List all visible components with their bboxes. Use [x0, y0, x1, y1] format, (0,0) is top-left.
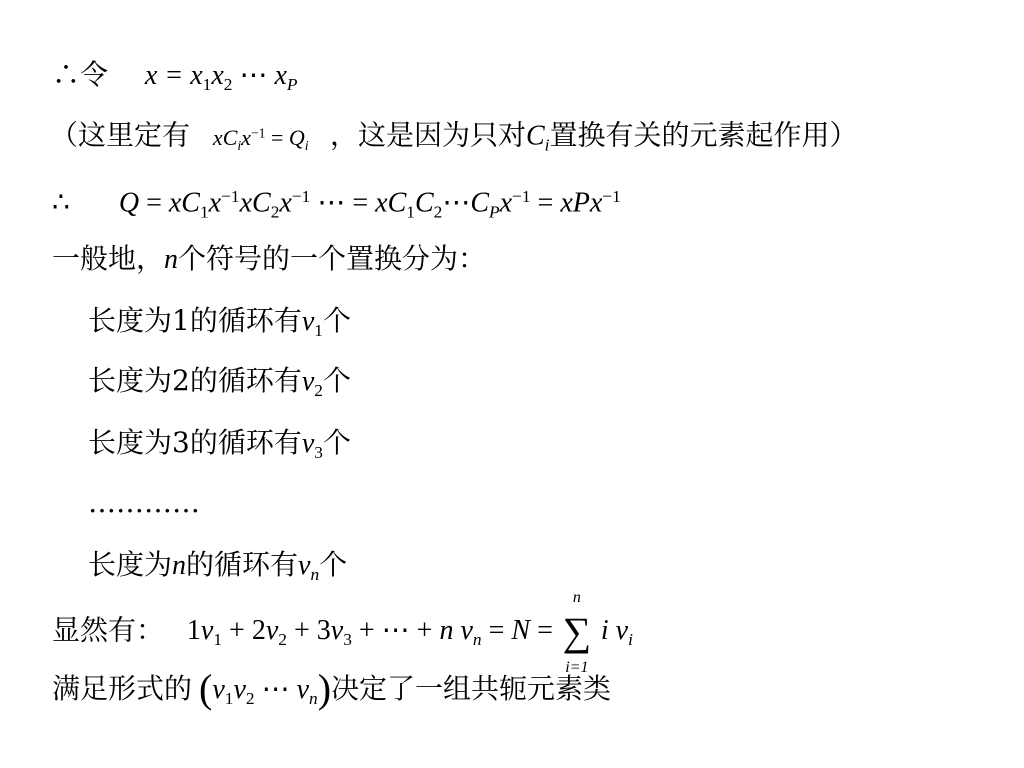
text: 个符号的一个置换分为： [178, 242, 487, 275]
text: 长度为1的循环有 [88, 304, 302, 337]
var-C: C [414, 187, 434, 219]
var-nu: ν [233, 674, 246, 705]
var-x: x [239, 187, 253, 219]
therefore-let: ∴令 [52, 58, 109, 91]
sub: 2 [278, 630, 287, 650]
var-nu: ν [200, 615, 214, 647]
var-x: x [241, 124, 251, 150]
var-nu: ν [301, 306, 315, 337]
var-nu: ν [615, 615, 629, 647]
equals: = [139, 187, 169, 219]
sub: 1 [224, 689, 234, 709]
var-x: x [279, 187, 292, 219]
var-nu: ν [296, 674, 310, 705]
text: 个 [319, 548, 348, 581]
sub: 1 [213, 630, 223, 650]
var-Q: Q [288, 124, 305, 150]
sub: P [286, 75, 298, 95]
var-i: i [600, 615, 609, 647]
sup: −1 [250, 125, 266, 140]
cdots-equals: ⋯ = [310, 187, 376, 219]
equals: = [481, 615, 512, 647]
sub: n [472, 630, 482, 650]
sub: i [304, 137, 309, 153]
sup: −1 [291, 187, 311, 206]
ellipsis: ………… [88, 486, 200, 519]
var-C: C [387, 187, 407, 219]
var-C: C [525, 120, 545, 152]
sub: 3 [314, 443, 323, 463]
sub: 1 [314, 321, 323, 341]
equals: = [265, 124, 289, 150]
var-Q: Q [118, 187, 140, 219]
var-x: x [212, 124, 223, 150]
var-nu: ν [298, 550, 311, 581]
text: 长度为 [88, 548, 173, 581]
sub: 1 [202, 75, 212, 95]
line-let-x [52, 58, 298, 102]
var-C: C [222, 124, 238, 150]
line-cycle-1 [88, 304, 351, 348]
note-open: （这里定有 [50, 118, 191, 152]
left-paren: ( [199, 666, 213, 711]
coef: n [439, 615, 454, 647]
coef: 3 [316, 615, 331, 647]
var-n: n [164, 244, 179, 275]
equals: = [530, 187, 561, 219]
sub: P [489, 202, 500, 222]
sup: −1 [512, 187, 531, 206]
var-C: C [181, 187, 200, 219]
text: 长度为2的循环有 [88, 364, 302, 397]
line-Q-equation [52, 180, 621, 230]
line-cycle-2 [88, 364, 351, 408]
sup: −1 [221, 187, 240, 206]
sub: i [237, 137, 242, 153]
right-paren: ) [317, 666, 332, 711]
therefore: ∴ [52, 187, 70, 219]
note-close: 置换有关的元素起作用） [549, 118, 858, 152]
var-C: C [470, 187, 489, 219]
line-cycle-3 [88, 426, 351, 470]
sub: 1 [199, 202, 209, 222]
var-x: x [375, 187, 388, 219]
plus-cdots: + ⋯ + [351, 615, 440, 647]
plus: + [222, 615, 252, 647]
coef: 1 [186, 615, 201, 647]
sup: −1 [602, 187, 621, 206]
var-x: x [211, 60, 224, 91]
cdots: ⋯ [261, 674, 290, 705]
cdots: ⋯ [442, 187, 471, 219]
var-nu: ν [460, 615, 473, 647]
note-mid: ，这是因为只对 [329, 118, 526, 152]
var-nu: ν [301, 366, 315, 397]
line-cycle-n [88, 548, 347, 592]
var-N: N [511, 615, 531, 647]
text: 一般地， [52, 242, 165, 275]
var-x: x [208, 187, 222, 219]
text: 的循环有 [186, 548, 299, 581]
text: 个 [322, 364, 351, 397]
sub: 2 [314, 381, 323, 401]
var-x: x [499, 187, 513, 219]
var-n: n [172, 550, 187, 581]
var-xPx: xPx [560, 187, 603, 219]
label: 显然有： [52, 613, 165, 647]
equals: = [530, 615, 560, 647]
text: 决定了一组共轭元素类 [331, 672, 612, 705]
sum-lower: i=1 [565, 659, 589, 676]
sub: n [310, 565, 320, 585]
line-sum-identity [52, 589, 633, 676]
sum-upper: n [572, 589, 581, 606]
sub: 3 [343, 630, 352, 650]
sub: 1 [406, 202, 415, 222]
line-note [50, 116, 858, 163]
line-general [52, 242, 486, 277]
var-x: x [274, 60, 287, 91]
sub: 2 [433, 202, 443, 222]
plus: + [286, 615, 317, 647]
var-nu: ν [301, 428, 315, 459]
text: 长度为3的循环有 [88, 426, 302, 459]
text: 个 [322, 304, 351, 337]
var-nu: ν [330, 615, 344, 647]
line-ellipsis [88, 486, 200, 520]
eq-x-def: x = x [144, 60, 203, 91]
summation [560, 589, 594, 676]
sub: n [309, 689, 318, 709]
var-nu: ν [265, 615, 279, 647]
sigma-icon: ∑ [562, 609, 592, 654]
text: 满足形式的 [52, 672, 193, 705]
text: 个 [322, 426, 351, 459]
sub: 2 [245, 689, 255, 709]
coef: 2 [251, 615, 266, 647]
sub: i [544, 135, 550, 155]
sub: 2 [223, 75, 233, 95]
var-C: C [252, 187, 271, 219]
var-nu: ν [212, 674, 225, 705]
cdots: ⋯ [239, 60, 268, 91]
var-x: x [168, 187, 182, 219]
sub: i [628, 630, 633, 650]
sub: 2 [270, 202, 280, 222]
